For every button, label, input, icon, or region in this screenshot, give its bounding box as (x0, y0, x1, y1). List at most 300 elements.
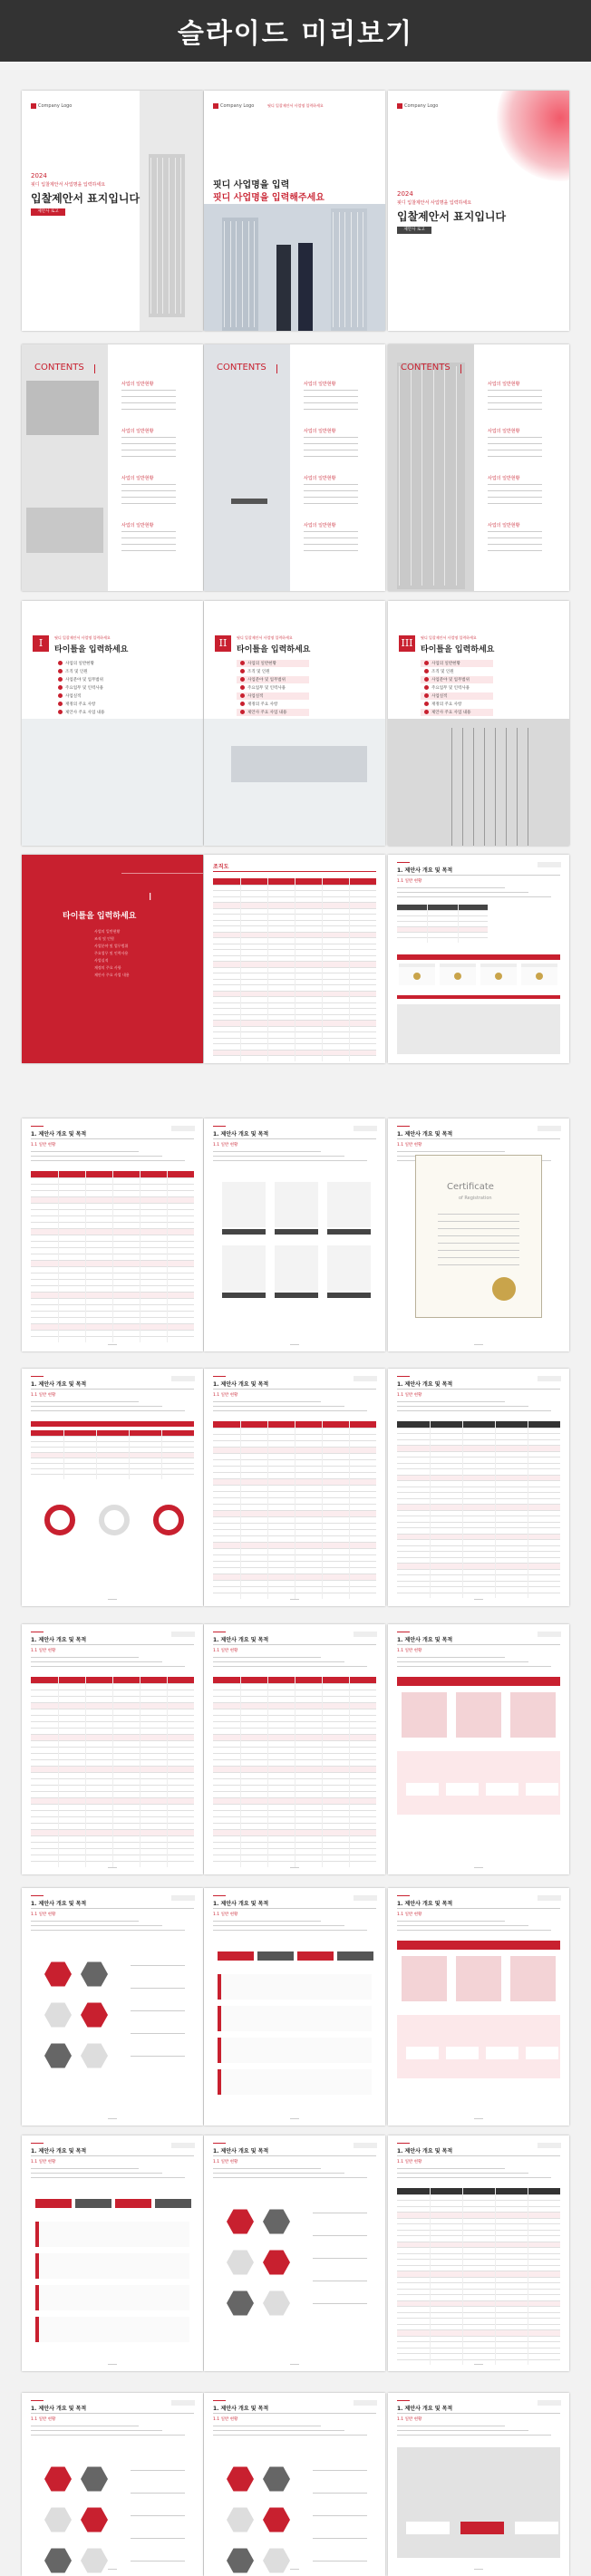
table-row (397, 2324, 560, 2325)
table-col (58, 1171, 59, 1342)
slide-subheading: 1.1 일반 현황 (397, 2417, 422, 2422)
table-col (349, 1677, 350, 1867)
heading-rule (213, 2413, 376, 2414)
contents-section: 사업의 일반현황 (304, 523, 336, 528)
slide-thumbnail[interactable] (204, 1888, 385, 2126)
table-row (397, 1439, 560, 1440)
flow-box (35, 2222, 189, 2247)
logo-box (171, 1632, 195, 1637)
building-line (444, 366, 445, 586)
slide-heading: 1. 제안사 개요 및 목적 (397, 1901, 453, 1907)
table-col (240, 1677, 241, 1867)
heading-rule (31, 2155, 194, 2156)
text-line (397, 1410, 551, 1411)
slide-heading: 1. 제안사 개요 및 목적 (213, 1901, 269, 1907)
flow-box (35, 2253, 189, 2279)
table-row (397, 1586, 560, 1587)
slide-heading: 1. 제안사 개요 및 목적 (31, 2406, 87, 2412)
building-line (506, 728, 507, 846)
cover-button[interactable]: 제안사 로고 (31, 208, 65, 216)
slide-thumbnail[interactable] (388, 91, 569, 331)
slide-subheading: 1.1 일반 현황 (213, 2417, 238, 2422)
building-line (175, 158, 176, 314)
table-row (397, 2341, 560, 2342)
hexagon-shape (227, 2547, 254, 2574)
building-image (397, 363, 465, 589)
text-line (213, 1657, 321, 1658)
table-row-highlight (397, 1535, 560, 1540)
chapter-tag: 핏디 입찰제안서 사업명 입력하세요 (54, 635, 111, 640)
table-row-highlight (397, 1446, 560, 1451)
logo-box (354, 2143, 377, 2148)
heading-rule (213, 1389, 376, 1390)
card-caption (275, 1293, 318, 1298)
table-row (397, 2230, 560, 2231)
table-row (397, 1551, 560, 1552)
page-number (290, 2364, 299, 2365)
table-row (397, 2253, 560, 2254)
slide-subheading: 1.1 일반 현황 (213, 1649, 238, 1653)
slide-subheading: 1.1 일반 현황 (31, 1393, 56, 1398)
contents-section: 사업의 일반현황 (121, 523, 154, 528)
contents-item (304, 537, 358, 538)
text-line (438, 1228, 519, 1229)
slide-thumbnail[interactable] (22, 91, 203, 331)
table-row (397, 1527, 560, 1528)
table-col (96, 1430, 97, 1479)
contents-item (121, 437, 176, 438)
header-mark (31, 1895, 44, 1896)
table-row-highlight (31, 1453, 194, 1457)
text-line (313, 2235, 367, 2236)
text-line (31, 2430, 162, 2431)
text-line (397, 2430, 528, 2431)
contents-item (121, 396, 176, 397)
header-mark (213, 1376, 226, 1377)
bullet-icon (240, 661, 245, 665)
logo-box (354, 2400, 377, 2406)
table-row (397, 2312, 560, 2313)
table-col (167, 1171, 168, 1342)
hexagon-shape (227, 2465, 254, 2493)
text-line (397, 887, 505, 888)
text-line (397, 2177, 551, 2178)
text-line (31, 2177, 185, 2178)
slide-thumbnail[interactable] (204, 2135, 385, 2371)
contents-section: 사업의 일반현황 (488, 382, 520, 387)
chapter-item: 재정의 주요 사항 (65, 702, 96, 707)
slide-thumbnail[interactable] (204, 2393, 385, 2576)
slide-thumbnail[interactable] (22, 1369, 203, 1606)
slide-thumbnail[interactable] (204, 91, 385, 331)
table-row-highlight (397, 2271, 560, 2277)
slide-thumbnail[interactable] (204, 1369, 385, 1606)
building-line (351, 212, 352, 327)
table-row (397, 2282, 560, 2283)
slide-thumbnail[interactable] (22, 344, 203, 591)
hexagon-shape (81, 2506, 108, 2533)
slide-thumbnail[interactable] (204, 1119, 385, 1351)
slide-thumbnail[interactable] (22, 855, 203, 1063)
card (480, 964, 517, 985)
text-line (213, 1930, 367, 1931)
table-col (63, 1430, 64, 1479)
flow-step (35, 2199, 72, 2208)
page-number (290, 1599, 299, 1600)
slide-thumbnail[interactable] (22, 1888, 203, 2126)
slide-subheading: 1.1 일반 현황 (31, 1913, 56, 1917)
page-number (108, 2569, 117, 2570)
bullet-icon (58, 661, 63, 665)
chapter-item: 사업분야 및 업무범위 (65, 678, 103, 683)
hexagon-shape (44, 1961, 72, 1988)
company-logo-text: Company Logo (404, 103, 439, 109)
table-image (231, 746, 367, 782)
building-line (433, 366, 434, 586)
table-row (397, 2235, 560, 2236)
page-number (474, 1867, 483, 1868)
chapter-photo (22, 719, 203, 846)
hexagon-shape (263, 2290, 290, 2317)
cover-year: 2024 (397, 190, 413, 198)
logo-box (354, 1376, 377, 1381)
table-row (397, 2259, 560, 2260)
table-col (322, 878, 323, 1061)
table-row-highlight (397, 927, 488, 932)
card-top (480, 964, 517, 967)
heading-rule (213, 1908, 376, 1909)
page-number (290, 2118, 299, 2119)
text-line (213, 1925, 344, 1926)
cover-button[interactable]: 제안사 로고 (397, 227, 431, 234)
text-line (313, 2515, 367, 2516)
chapter-item: 재정의 주요 사항 (94, 965, 121, 970)
contents-item (304, 437, 358, 438)
heading-rule (397, 1908, 560, 1909)
logo-icon (31, 103, 36, 109)
contents-item (121, 409, 176, 410)
panel-item (526, 2047, 558, 2059)
hexagon-shape (81, 2547, 108, 2574)
heading-rule (31, 1138, 194, 1139)
medal-icon (536, 973, 543, 980)
hexagon-shape (263, 2249, 290, 2276)
slide-thumbnail[interactable] (204, 855, 385, 1063)
building-line (462, 728, 463, 846)
slide-subheading: 1.1 일반 현황 (397, 2160, 422, 2164)
bar-header (31, 1421, 194, 1427)
chapter-number: II (215, 635, 231, 652)
cover-subtitle: 핏디 입찰제안서 사업명을 입력하세요 (397, 200, 472, 206)
building-line (180, 158, 181, 314)
contents-item (488, 396, 542, 397)
slide-subheading: 1.1 일반 현황 (213, 1913, 238, 1917)
text-line (438, 1221, 519, 1222)
flow-step (337, 1951, 373, 1961)
slide-thumbnail[interactable] (388, 1369, 569, 1606)
table-row (397, 2306, 560, 2307)
hexagon-shape (263, 2547, 290, 2574)
contents-bar (276, 364, 277, 373)
cover-year: 2024 (31, 172, 47, 179)
panel-item (526, 1783, 558, 1796)
slide-heading: 1. 제안사 개요 및 목적 (31, 1637, 87, 1643)
bullet-icon (240, 677, 245, 682)
table-row (397, 2336, 560, 2337)
table-col (161, 1430, 162, 1479)
text-line (31, 1925, 162, 1926)
table-col (295, 1677, 296, 1867)
text-line (397, 896, 551, 897)
page-number (474, 2364, 483, 2365)
building-line (157, 158, 158, 314)
table-row (397, 1574, 560, 1575)
building-image (222, 218, 258, 331)
chapter-item: 사업의 일반현황 (431, 662, 460, 666)
building-line (456, 366, 457, 586)
slide-thumbnail[interactable] (204, 344, 385, 591)
heading-rule (213, 1138, 376, 1139)
text-line (397, 1406, 528, 1407)
slide-thumbnail[interactable] (204, 601, 385, 846)
text-line (213, 1921, 321, 1922)
text-line (31, 1406, 162, 1407)
panel-item (446, 2047, 479, 2059)
table-row (397, 1468, 560, 1469)
table-row (397, 1522, 560, 1523)
slide-thumbnail[interactable] (22, 2135, 203, 2371)
page-number (108, 1599, 117, 1600)
text-line (31, 1151, 139, 1152)
building-line (484, 728, 485, 846)
text-line (131, 1965, 185, 1966)
contents-item (488, 409, 542, 410)
table-row (397, 2200, 560, 2201)
contents-item (121, 443, 176, 444)
logo-box (171, 2400, 195, 2406)
contents-item (304, 484, 358, 485)
panel-item (406, 2047, 439, 2059)
header-mark (397, 1376, 410, 1377)
slide-thumbnail[interactable] (388, 601, 569, 846)
building-line (169, 158, 170, 314)
company-logo-text: Company Logo (220, 103, 255, 109)
slide-thumbnail[interactable] (22, 1119, 203, 1351)
laptop-image (26, 381, 99, 435)
hexagon-shape (44, 2001, 72, 2029)
text-line (213, 1666, 367, 1667)
text-line (397, 2435, 551, 2436)
cover-title: 입찰제안서 표지입니다 (31, 192, 140, 205)
logo-box (171, 2143, 195, 2148)
table-row (397, 921, 488, 922)
chapter-number: I (33, 635, 49, 652)
table-col (240, 1421, 241, 1599)
text-line (213, 1160, 367, 1161)
contents-section: 사업의 일반현황 (304, 429, 336, 434)
card-caption (327, 1293, 371, 1298)
text-line (31, 2173, 162, 2174)
certificate-title: Certificate (447, 1182, 494, 1192)
table-row (397, 1581, 560, 1582)
table-col (295, 1421, 296, 1599)
table-row (397, 1557, 560, 1558)
text-line (31, 2435, 185, 2436)
chapter-item: 제안사 주요 사업 내용 (247, 711, 287, 715)
hexagon-shape (44, 2506, 72, 2533)
table-col (495, 2188, 496, 2365)
flow-box (35, 2317, 189, 2342)
table-row (397, 2294, 560, 2295)
contents-bar (460, 364, 461, 373)
contents-section: 사업의 일반현황 (488, 523, 520, 528)
text-line (397, 1657, 505, 1658)
slide-thumbnail[interactable] (388, 1624, 569, 1874)
logo-box (538, 2143, 561, 2148)
page-number (108, 2364, 117, 2365)
cover-title: 입찰제안서 표지입니다 (397, 210, 507, 223)
contents-section: 사업의 일반현황 (304, 382, 336, 387)
contents-item (121, 402, 176, 403)
slide-thumbnail[interactable] (22, 601, 203, 846)
chapter-photo (388, 719, 569, 846)
table-col (85, 1677, 86, 1867)
bullet-icon (58, 710, 63, 714)
text-line (313, 2258, 367, 2259)
text-line (438, 1243, 519, 1244)
slide-thumbnail[interactable] (22, 2393, 203, 2576)
table-row (397, 2265, 560, 2266)
overlay-label (406, 2522, 450, 2534)
flow-mark (35, 2253, 39, 2279)
hexagon-shape (81, 2042, 108, 2069)
contents-item (304, 490, 358, 491)
table-col (267, 1421, 268, 1599)
contents-item (121, 503, 176, 504)
slide-subheading: 1.1 일반 현황 (31, 2417, 56, 2422)
chapter-photo (204, 719, 385, 846)
certificate (415, 1155, 542, 1318)
chapter-item: 주요업무 및 인력사용 (65, 686, 103, 691)
chapter-item: 조직 및 인원 (94, 936, 114, 941)
slide-thumbnail[interactable] (22, 1624, 203, 1874)
chapter-title: 타이틀을 입력하세요 (237, 645, 311, 654)
slide-thumbnail[interactable] (388, 344, 569, 591)
hexagon-shape (44, 2465, 72, 2493)
text-line (313, 2303, 367, 2304)
logo-box (354, 1895, 377, 1901)
logo-box (538, 1376, 561, 1381)
heading-rule (397, 875, 560, 876)
contents-item (121, 484, 176, 485)
table-col (295, 878, 296, 1061)
pen-image (231, 499, 267, 504)
hexagon-shape (81, 2001, 108, 2029)
card-caption (275, 1229, 318, 1235)
table-col (462, 2188, 463, 2365)
table-col (112, 1677, 113, 1867)
hexagon-shape (227, 2290, 254, 2317)
chapter-item: 사업의 일반현황 (94, 929, 121, 934)
slide-subheading: 1.1 일반 현황 (31, 1143, 56, 1148)
text-line (438, 1235, 519, 1236)
heading-rule (397, 2413, 560, 2414)
table-row (397, 1545, 560, 1546)
bullet-icon (424, 661, 429, 665)
card-top (521, 964, 557, 967)
slide-thumbnail[interactable] (388, 1119, 569, 1351)
hexagon-shape (263, 2465, 290, 2493)
chapter-item: 제안사 주요 사업 내용 (65, 711, 105, 715)
chapter-item: 사업의 일반현황 (65, 662, 94, 666)
contents-item (304, 456, 358, 457)
bullet-icon (240, 710, 245, 714)
text-line (213, 2177, 367, 2178)
chapter-item: 사업분야 및 업무범위 (94, 944, 129, 948)
table-row-highlight (397, 1505, 560, 1510)
text-line (131, 2033, 185, 2034)
slide-thumbnail[interactable] (388, 2393, 569, 2576)
pink-card (456, 1692, 501, 1738)
slide-thumbnail[interactable] (388, 855, 569, 1063)
slide-thumbnail[interactable] (388, 1888, 569, 2126)
table-col (462, 1421, 463, 1598)
contents-section: 사업의 일반현황 (304, 476, 336, 481)
slide-thumbnail[interactable] (204, 1624, 385, 1874)
slide-heading: 1. 제안사 개요 및 목적 (397, 1131, 453, 1138)
table-row (397, 1492, 560, 1493)
logo-box (538, 862, 561, 867)
text-line (397, 2173, 528, 2174)
text-line (397, 1925, 528, 1926)
slide-thumbnail[interactable] (388, 2135, 569, 2371)
text-line (213, 1410, 367, 1411)
slide-subheading: 1.1 일반 현황 (397, 1393, 422, 1398)
desk-image (26, 508, 103, 553)
text-line (31, 2168, 139, 2169)
bullet-icon (58, 702, 63, 706)
flow-step (115, 2199, 151, 2208)
text-line (313, 2538, 367, 2539)
slide-heading: 1. 제안사 개요 및 목적 (397, 867, 453, 874)
table-row (397, 2223, 560, 2224)
table-row (31, 1474, 194, 1475)
chapter-tag: 핏디 입찰제안서 사업명 입력하세요 (421, 635, 477, 640)
text-line (213, 1151, 321, 1152)
table-col (267, 878, 268, 1061)
contents-item (304, 402, 358, 403)
slide-heading: 1. 제안사 개요 및 목적 (31, 2148, 87, 2155)
table-row (397, 932, 488, 933)
header-mark (397, 1126, 410, 1127)
text-line (213, 1156, 344, 1157)
text-line (31, 1657, 139, 1658)
slide-heading: 조직도 (213, 864, 229, 870)
hexagon-shape (44, 2547, 72, 2574)
text-line (438, 1257, 519, 1258)
chapter-item: 사업의 일반현황 (247, 662, 276, 666)
heading-rule (31, 1908, 194, 1909)
bullet-icon (58, 669, 63, 673)
hexagon-shape (263, 2208, 290, 2235)
pink-card (402, 1692, 447, 1738)
page-number (474, 1599, 483, 1600)
text-line (397, 1930, 551, 1931)
chapter-item: 사업실적 (247, 694, 264, 699)
table-col (322, 1421, 323, 1599)
text-line (213, 2173, 344, 2174)
contents-item (304, 550, 358, 551)
